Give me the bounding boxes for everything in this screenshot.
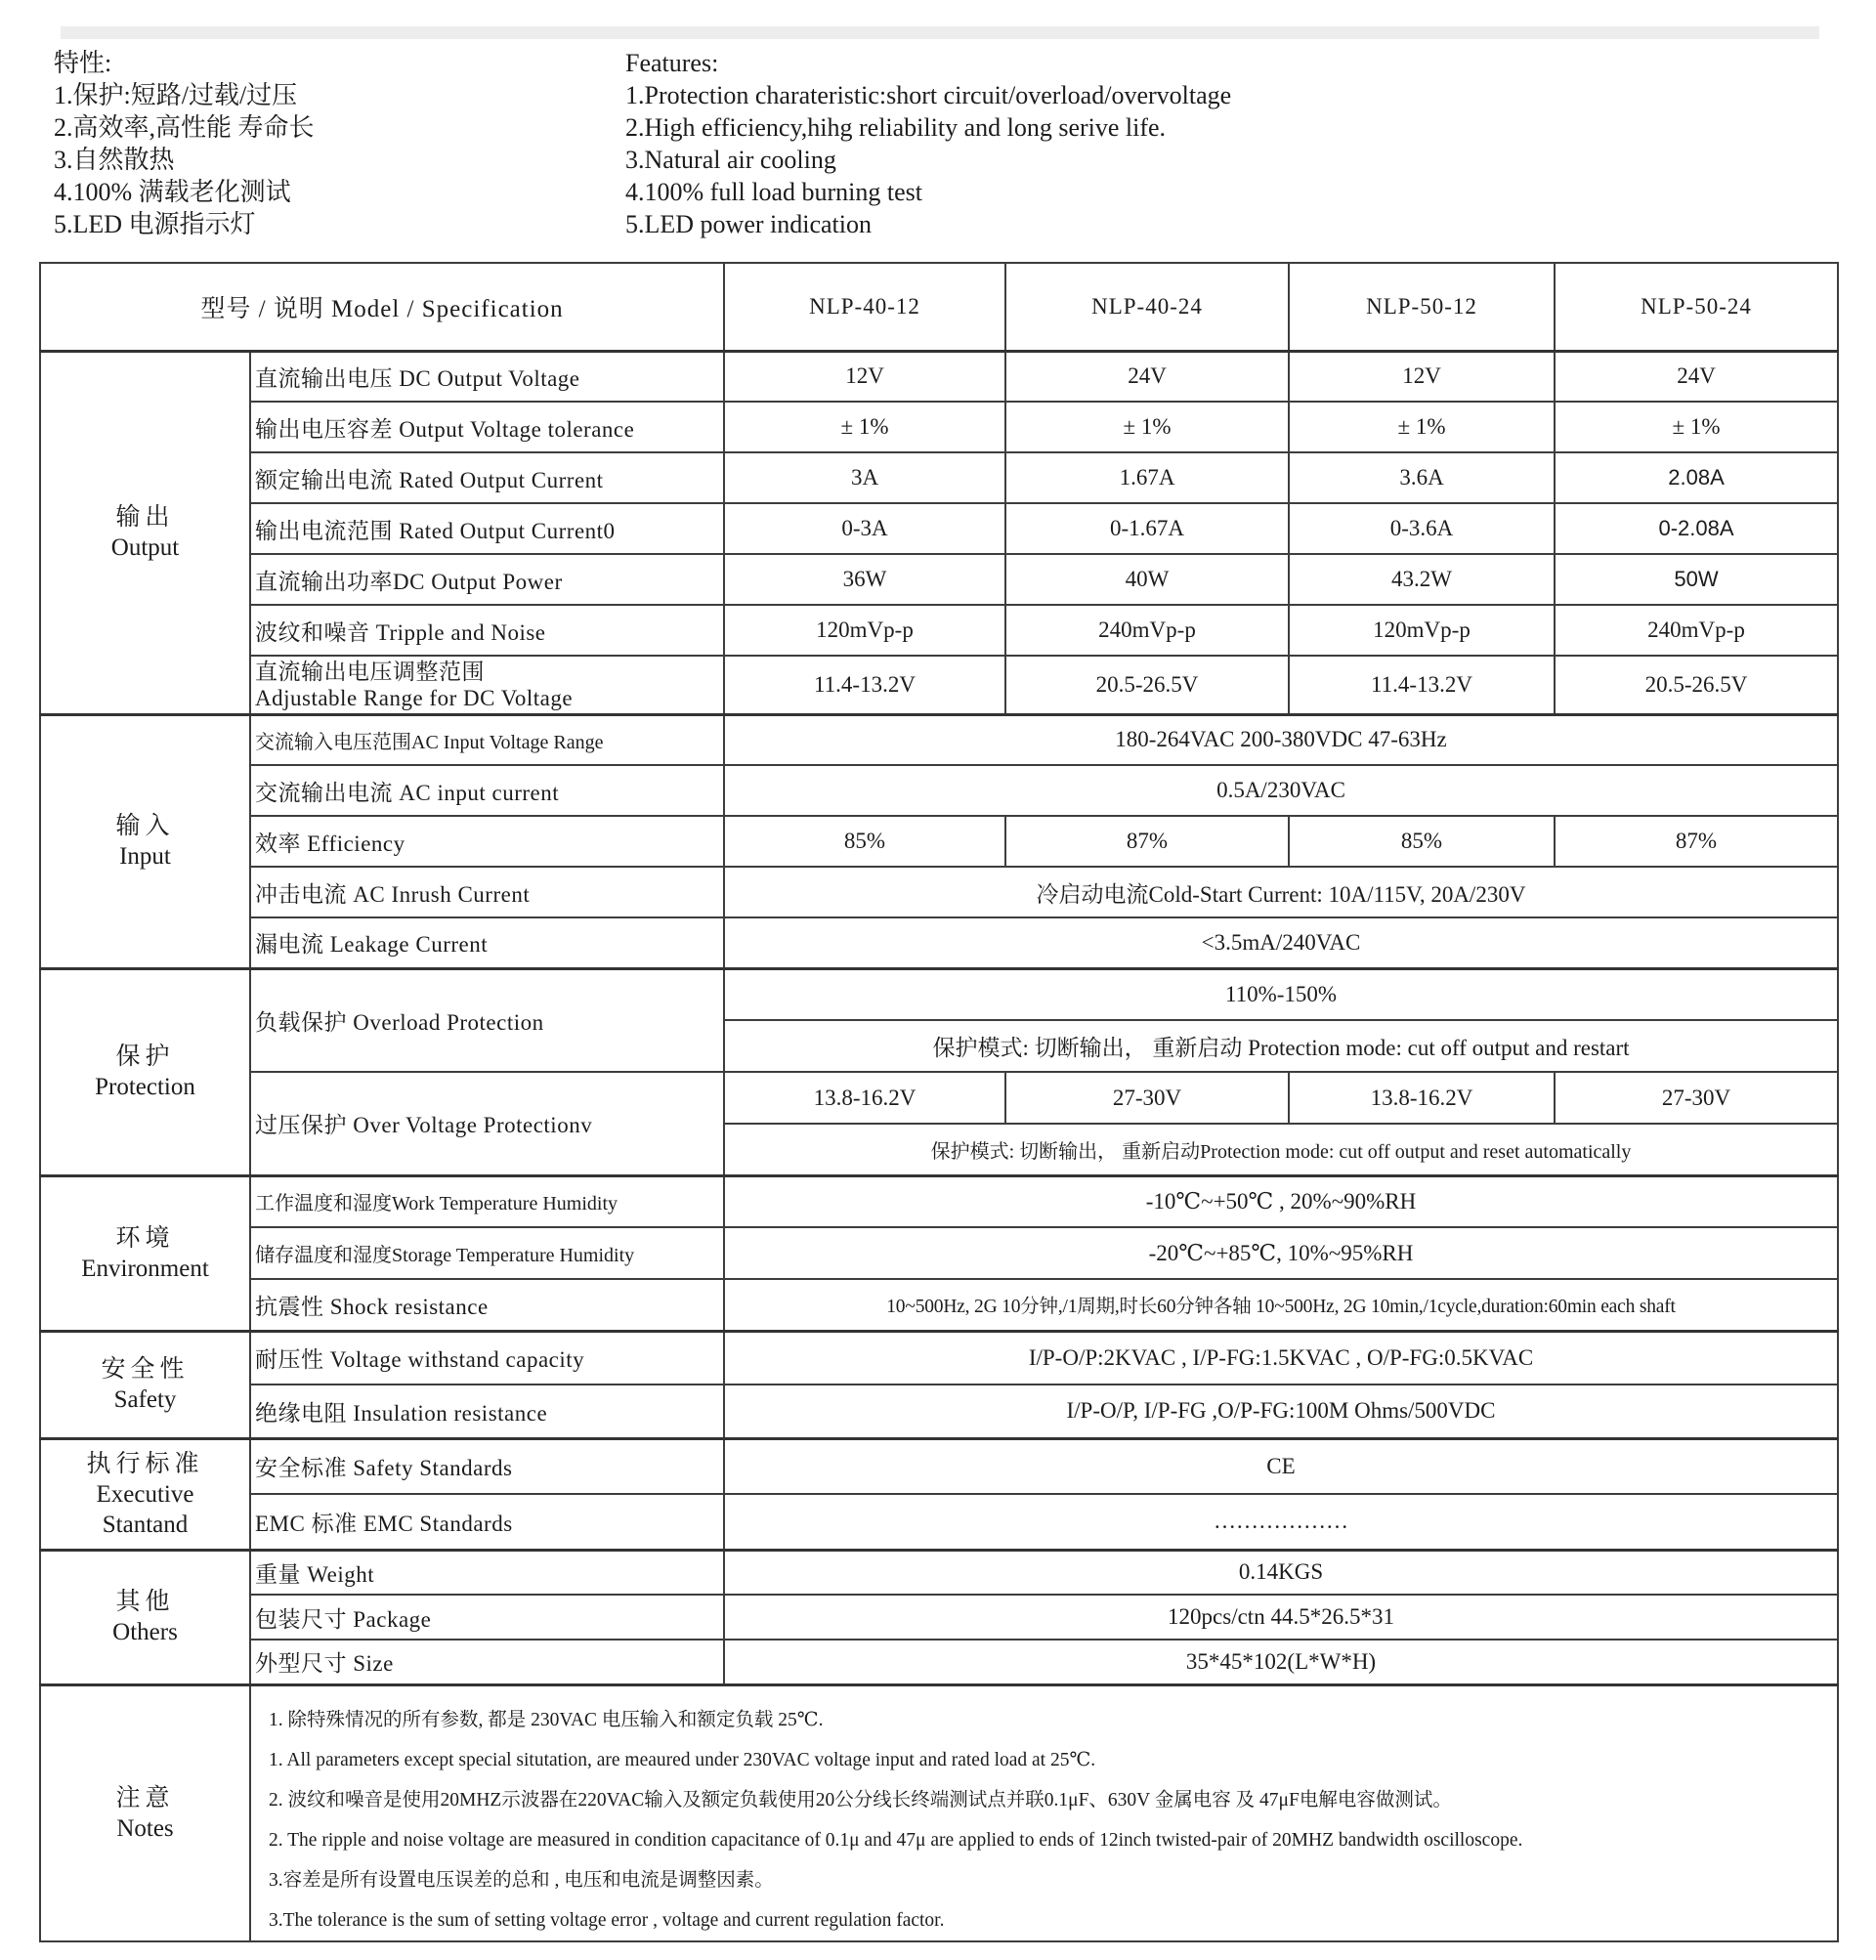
efficiency-value-1: 87%: [1005, 816, 1289, 867]
dc-output-power-value-1: 40W: [1005, 554, 1289, 605]
work-temp-humidity-value: -10℃~+50℃ , 20%~90%RH: [724, 1175, 1838, 1227]
model-header-nlp-50-24: NLP-50-24: [1555, 263, 1838, 351]
group-environment-en: Environment: [81, 1255, 209, 1282]
note-line-2-en: 2. The ripple and noise voltage are measured in condition capacitance of 0.1μ and 47μ are applied to ends of 12inch twisted-pair of 20MHZ bandwidth oscilloscope.: [269, 1829, 1523, 1851]
adjustable-range-value-2: 11.4-13.2V: [1289, 656, 1555, 714]
model-spec-header: 型号 / 说明 Model / Specification: [40, 263, 724, 351]
inrush-current-value: 冷启动电流Cold-Start Current: 10A/115V, 20A/230V: [724, 867, 1838, 917]
features-cn-item: 1.保护:短路/过载/过压: [54, 81, 298, 109]
rated-current-label: 额定输出电流 Rated Output Current: [250, 452, 724, 503]
note-line-3-en: 3.The tolerance is the sum of setting voltage error , voltage and current regulation factor.: [269, 1909, 945, 1931]
voltage-withstand-label: 耐压性 Voltage withstand capacity: [250, 1331, 724, 1385]
voltage-tolerance-value-2: ± 1%: [1289, 402, 1555, 452]
group-executive-standard-en1: Executive: [96, 1480, 194, 1508]
group-environment-cn: 环境: [115, 1224, 175, 1252]
ac-input-current-label: 交流输出电流 AC input current: [250, 765, 724, 816]
group-safety-en: Safety: [113, 1386, 177, 1413]
model-header-nlp-40-12: NLP-40-12: [724, 263, 1005, 351]
emc-standards-label: EMC 标准 EMC Standards: [250, 1494, 724, 1550]
insulation-resistance-label: 绝缘电阻 Insulation resistance: [250, 1385, 724, 1438]
efficiency-value-3: 87%: [1555, 816, 1838, 867]
over-voltage-value-3: 27-30V: [1555, 1072, 1838, 1124]
size-value: 35*45*102(L*W*H): [724, 1640, 1838, 1684]
ac-input-voltage-range-label: 交流输入电压范围AC Input Voltage Range: [250, 714, 724, 765]
ripple-noise-label: 波纹和噪音 Tripple and Noise: [250, 605, 724, 656]
leakage-current-value: <3.5mA/240VAC: [724, 917, 1838, 968]
voltage-withstand-value: I/P-O/P:2KVAC , I/P-FG:1.5KVAC , O/P-FG:0.5KVAC: [724, 1331, 1838, 1385]
group-safety-cn: 安全性: [101, 1356, 190, 1383]
package-value: 120pcs/ctn 44.5*26.5*31: [724, 1595, 1838, 1640]
dc-output-power-label: 直流输出功率DC Output Power: [250, 554, 724, 605]
group-safety: [40, 1331, 250, 1438]
features-cn-item: 3.自然散热: [54, 146, 175, 174]
features-en-item: 3.Natural air cooling: [625, 146, 836, 174]
size-label: 外型尺寸 Size: [250, 1640, 724, 1684]
group-executive-standard-cn: 执行标准: [86, 1450, 204, 1477]
dc-output-voltage-value-0: 12V: [724, 351, 1005, 402]
insulation-resistance-value: I/P-O/P, I/P-FG ,O/P-FG:100M Ohms/500VDC: [724, 1385, 1838, 1438]
overload-protection-mode: 保护模式: 切断输出， 重新启动 Protection mode: cut off output and restart: [724, 1020, 1838, 1072]
safety-standards-label: 安全标准 Safety Standards: [250, 1438, 724, 1494]
weight-label: 重量 Weight: [250, 1550, 724, 1595]
voltage-tolerance-value-3: ± 1%: [1555, 402, 1838, 452]
current-range-value-0: 0-3A: [724, 503, 1005, 554]
dc-output-power-value-2: 43.2W: [1289, 554, 1555, 605]
shock-resistance-value: 10~500Hz, 2G 10分钟,/1周期,时长60分钟各轴 10~500Hz, 2G 10min,/1cycle,duration:60min each shaft: [724, 1279, 1838, 1331]
features-en-item: 5.LED power indication: [625, 210, 872, 238]
adjustable-range-label: [250, 656, 724, 714]
features-cn-item: 2.高效率,高性能 寿命长: [54, 113, 315, 142]
over-voltage-value-0: 13.8-16.2V: [724, 1072, 1005, 1124]
dc-output-power-value-3: 50W: [1555, 554, 1838, 605]
adjustable-range-label-en: Adjustable Range for DC Voltage: [255, 685, 574, 710]
group-protection: [40, 968, 250, 1175]
group-environment: [40, 1175, 250, 1331]
ripple-noise-value-1: 240mVp-p: [1005, 605, 1289, 656]
adjustable-range-value-1: 20.5-26.5V: [1005, 656, 1289, 714]
efficiency-label: 效率 Efficiency: [250, 816, 724, 867]
features-en-title: Features:: [625, 49, 719, 77]
note-line-1-cn: 1. 除特殊情况的所有参数, 都是 230VAC 电压输入和额定负载 25℃.: [269, 1709, 824, 1730]
features-section: [54, 47, 1822, 240]
group-output: [40, 351, 250, 714]
features-cn-item: 5.LED 电源指示灯: [54, 210, 256, 238]
dc-output-voltage-label: 直流输出电压 DC Output Voltage: [250, 351, 724, 402]
group-others-en: Others: [112, 1619, 178, 1645]
inrush-current-label: 冲击电流 AC Inrush Current: [250, 867, 724, 917]
over-voltage-value-2: 13.8-16.2V: [1289, 1072, 1555, 1124]
ripple-noise-value-0: 120mVp-p: [724, 605, 1005, 656]
ac-input-voltage-range-value: 180-264VAC 200-380VDC 47-63Hz: [724, 714, 1838, 765]
dc-output-power-value-0: 36W: [724, 554, 1005, 605]
features-cn-title: 特性:: [54, 49, 112, 77]
group-notes-en: Notes: [116, 1814, 174, 1842]
storage-temp-humidity-value: -20℃~+85℃, 10%~95%RH: [724, 1227, 1838, 1279]
ripple-noise-value-2: 120mVp-p: [1289, 605, 1555, 656]
safety-standards-value: CE: [724, 1438, 1838, 1494]
overload-protection-range: 110%-150%: [724, 968, 1838, 1020]
voltage-tolerance-value-0: ± 1%: [724, 402, 1005, 452]
rated-current-value-2: 3.6A: [1289, 452, 1555, 503]
features-cn-item: 4.100% 满载老化测试: [54, 178, 291, 206]
group-notes: [40, 1684, 250, 1941]
current-range-label: 输出电流范围 Rated Output Current0: [250, 503, 724, 554]
rated-current-value-0: 3A: [724, 452, 1005, 503]
rated-current-value-1: 1.67A: [1005, 452, 1289, 503]
spec-table: [39, 262, 1839, 1942]
current-range-value-2: 0-3.6A: [1289, 503, 1555, 554]
work-temp-humidity-label: 工作温度和湿度Work Temperature Humidity: [250, 1175, 724, 1227]
group-others-cn: 其他: [115, 1589, 175, 1615]
group-input: [40, 714, 250, 968]
current-range-value-3: 0-2.08A: [1555, 503, 1838, 554]
storage-temp-humidity-label: 储存温度和湿度Storage Temperature Humidity: [250, 1227, 724, 1279]
note-line-2-cn: 2. 波纹和噪音是使用20MHZ示波器在220VAC输入及额定负载使用20公分线长终端测试点并联0.1μF、630V 金属电容 及 47μF电解电容做测试。: [269, 1789, 1452, 1811]
voltage-tolerance-label: 输出电压容差 Output Voltage tolerance: [250, 402, 724, 452]
emc-standards-value: ………………: [724, 1494, 1838, 1550]
model-header-nlp-50-12: NLP-50-12: [1289, 263, 1555, 351]
current-range-value-1: 0-1.67A: [1005, 503, 1289, 554]
leakage-current-label: 漏电流 Leakage Current: [250, 917, 724, 968]
note-line-1-en: 1. All parameters except special situtation, are meaured under 230VAC voltage input and rated load at 25℃.: [269, 1749, 1096, 1770]
group-protection-cn: 保护: [115, 1044, 175, 1070]
adjustable-range-value-3: 20.5-26.5V: [1555, 656, 1838, 714]
efficiency-value-0: 85%: [724, 816, 1005, 867]
group-input-cn: 输入: [115, 813, 175, 839]
features-chinese: [54, 47, 625, 240]
group-executive-standard-en2: Stantand: [102, 1511, 189, 1538]
voltage-tolerance-value-1: ± 1%: [1005, 402, 1289, 452]
group-output-cn: 输出: [115, 504, 175, 531]
features-en-item: 4.100% full load burning test: [625, 178, 923, 206]
dc-output-voltage-value-1: 24V: [1005, 351, 1289, 402]
features-en-item: 1.Protection charateristic:short circuit/overload/overvoltage: [625, 81, 1232, 109]
rated-current-value-3: 2.08A: [1555, 452, 1838, 503]
group-executive-standard: [40, 1438, 250, 1550]
dc-output-voltage-value-2: 12V: [1289, 351, 1555, 402]
over-voltage-protection-label: 过压保护 Over Voltage Protectionv: [250, 1072, 724, 1175]
package-label: 包装尺寸 Package: [250, 1595, 724, 1640]
weight-value: 0.14KGS: [724, 1550, 1838, 1595]
over-voltage-mode: 保护模式: 切断输出， 重新启动Protection mode: cut off output and reset automatically: [724, 1124, 1838, 1175]
notes-content: [250, 1684, 1838, 1941]
ripple-noise-value-3: 240mVp-p: [1555, 605, 1838, 656]
shock-resistance-label: 抗震性 Shock resistance: [250, 1279, 724, 1331]
group-input-en: Input: [119, 843, 171, 870]
efficiency-value-2: 85%: [1289, 816, 1555, 867]
dc-output-voltage-value-3: 24V: [1555, 351, 1838, 402]
group-notes-cn: 注意: [115, 1784, 175, 1811]
adjustable-range-value-0: 11.4-13.2V: [724, 656, 1005, 714]
ac-input-current-value: 0.5A/230VAC: [724, 765, 1838, 816]
features-en-item: 2.High efficiency,hihg reliability and long serive life.: [625, 113, 1167, 142]
group-output-en: Output: [110, 534, 180, 561]
features-english: [625, 47, 1505, 240]
model-header-nlp-40-24: NLP-40-24: [1005, 263, 1289, 351]
adjustable-range-label-cn: 直流输出电压调整范围: [255, 659, 485, 684]
group-protection-en: Protection: [95, 1074, 195, 1100]
over-voltage-value-1: 27-30V: [1005, 1072, 1289, 1124]
top-gray-strip: [61, 26, 1819, 39]
note-line-3-cn: 3.容差是所有设置电压误差的总和 , 电压和电流是调整因素。: [269, 1869, 774, 1891]
group-others: [40, 1550, 250, 1684]
overload-protection-label: 负载保护 Overload Protection: [250, 968, 724, 1072]
